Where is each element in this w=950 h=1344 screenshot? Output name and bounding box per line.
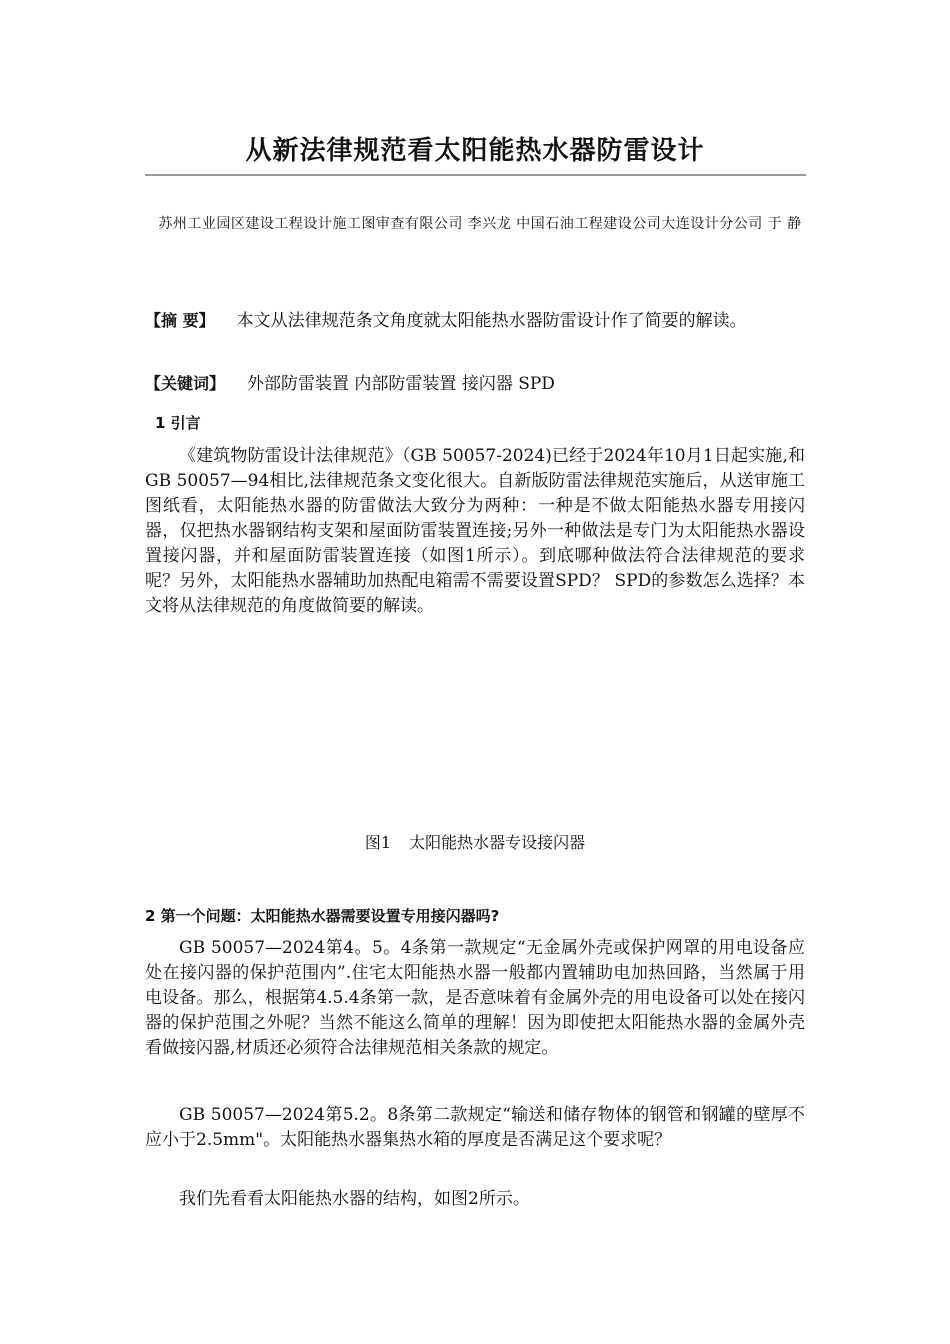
question-1-paragraph-3: 我们先看看太阳能热水器的结构，如图2所示。 [179, 1189, 530, 1209]
keywords [145, 371, 805, 397]
figure-1-number: 图1 [364, 833, 392, 852]
abstract-label: 【摘 要】 [145, 311, 215, 330]
author-affiliations: 苏州工业园区建设工程设计施工图审查有限公司 李兴龙 中国石油工程建设公司大连设计分公司 于 静 [158, 216, 802, 232]
keywords-text: 外部防雷装置 内部防雷装置 接闪器 SPD [247, 374, 555, 394]
figure-1-caption [0, 830, 950, 853]
section-heading-intro: 1 引言 [155, 414, 201, 432]
intro-paragraph: 《建筑物防雷设计法律规范》（GB 50057-2024)已经于2024年10月1日起实施,和GB 50057—94相比,法律规范条文变化很大。自新版防雷法律规范实施后，从送审施工图纸看，太阳能热水器的防雷做法大致分为两种：一种是不做太阳能热水器专用接闪器，仅把热水器钢结构支架和屋面防雷装置连接;另外一种做法是专门为太阳能热水器设置接闪器，并和屋面防雷装置连接（如图1所示）。到底哪种做法符合法律规范的要求呢？另外，太阳能热水器辅助加热配电箱需不需要设置SPD？ SPD的参数怎么选择？本文将从法律规范的角度做简要的解读。 [145, 446, 805, 616]
title-divider [145, 174, 806, 176]
keywords-label: 【关键词】 [145, 374, 226, 393]
abstract-text: 本文从法律规范条文角度就太阳能热水器防雷设计作了简要的解读。 [236, 311, 747, 331]
figure-1-placeholder [145, 680, 805, 820]
abstract [145, 308, 805, 334]
figure-1-caption-text: 太阳能热水器专设接闪器 [409, 833, 586, 852]
question-1-paragraph-2: GB 50057—2024第5.2。8条第二款规定“输送和储存物体的钢管和钢罐的壁厚不应小于2.5mm"。太阳能热水器集热水箱的厚度是否满足这个要求呢？ [145, 1105, 805, 1150]
question-1-paragraph-1: GB 50057—2024第4。5。4条第一款规定“无金属外壳或保护网罩的用电设备应处在接闪器的保护范围内”.住宅太阳能热水器一般都内置辅助电加热回路，当然属于用电设备。那么，根据第4.5.4条第一款，是否意味着有金属外壳的用电设备可以处在接闪器的保护范围之外呢？当然不能这么简单的理解！因为即使把太阳能热水器的金属外壳看做接闪器,材质还必须符合法律规范相关条款的规定。 [145, 938, 805, 1058]
section-heading-question-1: 2 第一个问题：太阳能热水器需要设置专用接闪器吗? [145, 907, 500, 925]
page-title: 从新法律规范看太阳能热水器防雷设计 [245, 136, 705, 166]
